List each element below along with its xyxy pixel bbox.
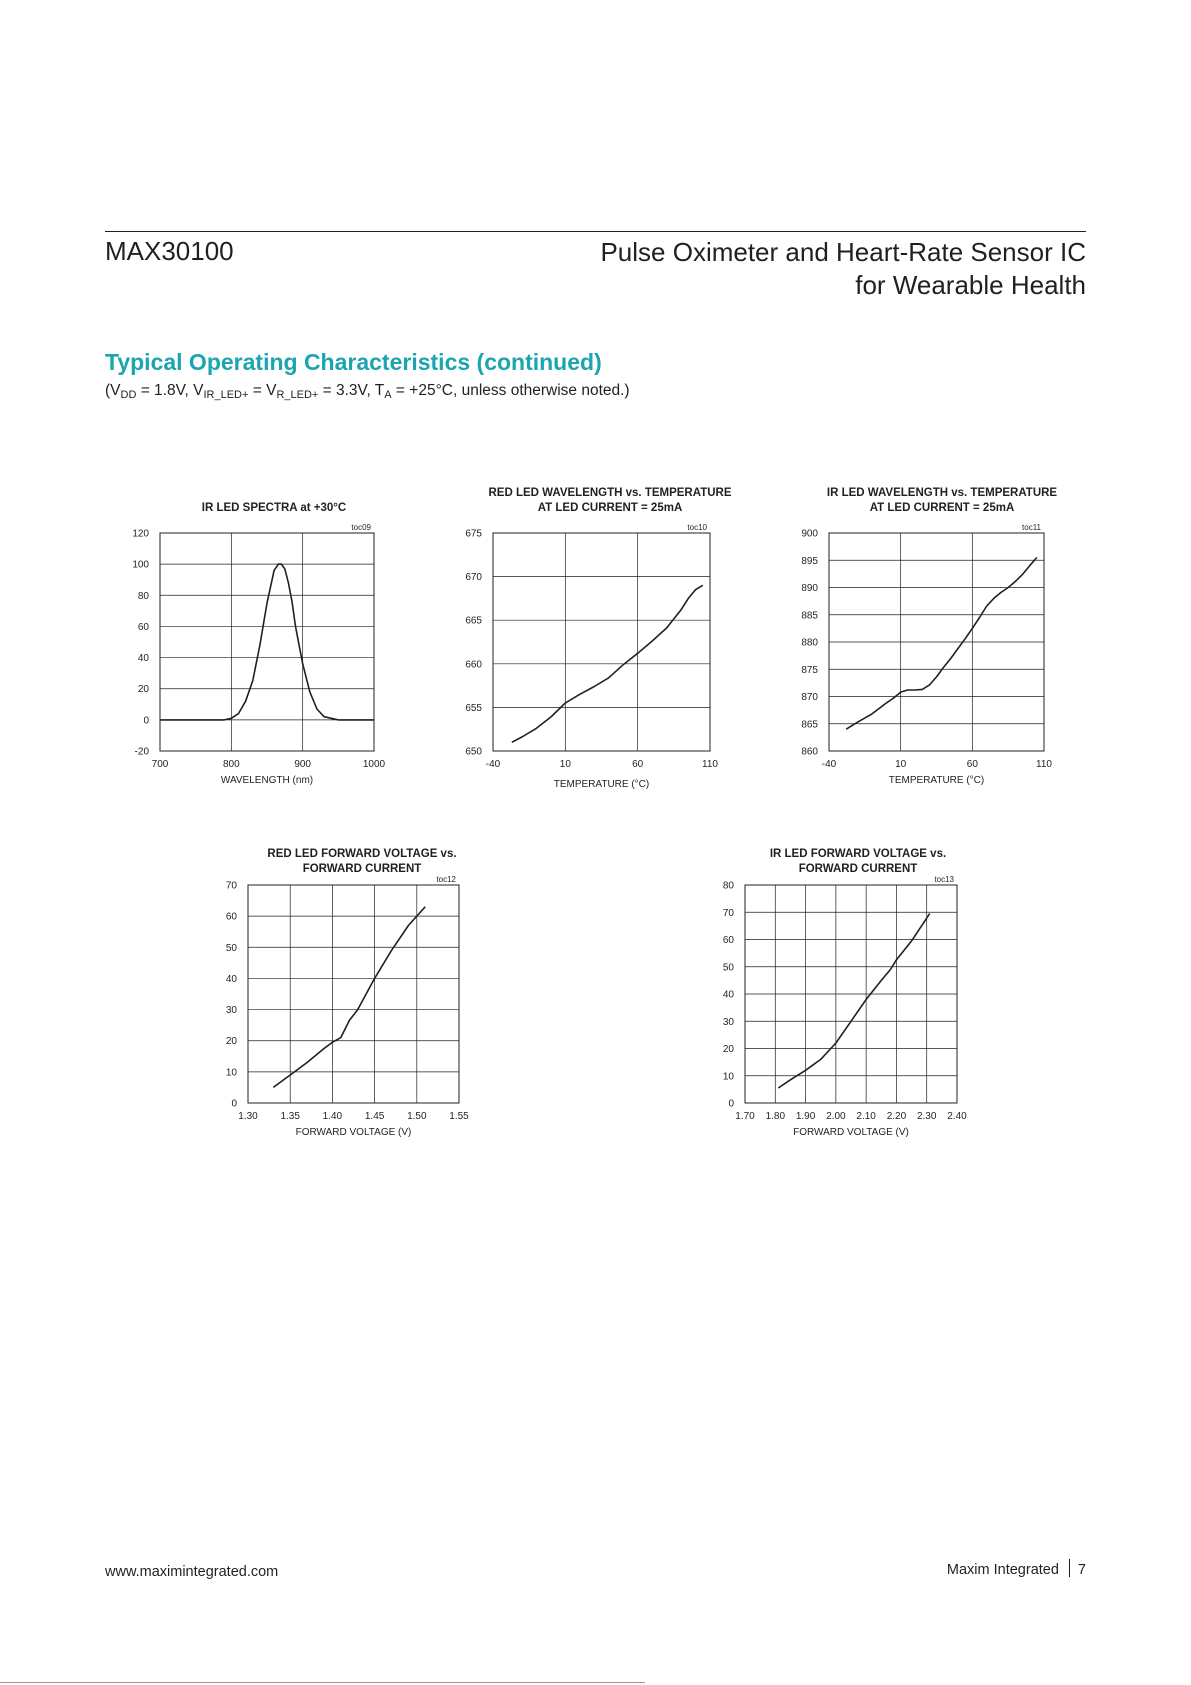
y-tick-label: 670: [465, 572, 482, 584]
y-tick-label: 885: [801, 610, 818, 622]
chart-title-line: RED LED FORWARD VOLTAGE vs.: [267, 848, 457, 860]
y-tick-label: 70: [225, 880, 237, 892]
y-tick-label: 40: [137, 653, 149, 665]
y-tick-label: 880: [801, 637, 818, 649]
y-tick-label: 20: [137, 684, 149, 696]
x-tick-label: 1.35: [280, 1111, 300, 1122]
document-title-line1: Pulse Oximeter and Heart-Rate Sensor IC: [600, 237, 1086, 267]
x-tick-label: 1.70: [735, 1111, 755, 1122]
y-tick-label: 895: [801, 555, 818, 567]
chart-title-line: FORWARD CURRENT: [302, 863, 422, 875]
y-tick-label: -20: [134, 746, 149, 758]
y-tick-label: 10: [225, 1067, 237, 1079]
y-tick-label: 890: [801, 583, 818, 594]
y-tick-label: 120: [132, 528, 149, 540]
y-tick-label: 655: [465, 702, 482, 714]
x-axis-label: TEMPERATURE (°C): [888, 775, 985, 786]
cond-text: = 1.8V, V: [136, 382, 204, 399]
footer-website[interactable]: www.maximintegrated.com: [105, 1564, 279, 1580]
chart-title-line: AT LED CURRENT = 25mA: [869, 502, 1015, 514]
section-title: Typical Operating Characteristics (continued): [105, 349, 602, 375]
x-tick-label: 10: [559, 759, 571, 770]
x-tick-label: 800: [222, 759, 240, 770]
y-tick-label: 0: [728, 1098, 734, 1110]
y-tick-label: 650: [465, 746, 482, 758]
x-tick-label: 10: [895, 759, 907, 770]
x-tick-label: 1.55: [449, 1111, 469, 1122]
x-axis-label: WAVELENGTH (nm): [220, 775, 314, 786]
x-tick-label: 1.50: [407, 1111, 427, 1122]
x-axis-label: TEMPERATURE (°C): [553, 779, 650, 790]
y-tick-label: 80: [722, 880, 734, 892]
y-tick-label: 860: [801, 746, 818, 758]
y-tick-label: 20: [225, 1036, 237, 1048]
y-tick-label: 660: [465, 659, 482, 671]
y-tick-label: 50: [225, 942, 237, 954]
footer-company-name: Maxim Integrated: [946, 1562, 1059, 1578]
y-tick-label: 10: [722, 1071, 734, 1083]
x-tick-label: 1.80: [765, 1111, 786, 1122]
y-tick-label: 30: [225, 1005, 237, 1017]
y-tick-label: 0: [143, 715, 149, 727]
chart-title-line: IR LED SPECTRA at +30°C: [201, 502, 347, 514]
x-tick-label: -40: [821, 759, 837, 770]
x-tick-label: 2.40: [947, 1111, 967, 1122]
y-tick-label: 60: [225, 911, 237, 923]
x-tick-label: 900: [294, 759, 312, 770]
y-tick-label: 20: [722, 1044, 734, 1055]
x-tick-label: 60: [632, 759, 644, 770]
toc-label: toc11: [1022, 523, 1041, 532]
cond-subscript: R_LED+: [276, 389, 319, 401]
toc-label: toc10: [687, 523, 707, 532]
toc-label: toc13: [934, 875, 954, 884]
cond-subscript: A: [384, 389, 392, 401]
footer-company: [947, 1559, 1086, 1578]
y-tick-label: 70: [722, 907, 734, 919]
chart-title-line: IR LED FORWARD VOLTAGE vs.: [769, 848, 947, 860]
chart-title-line: FORWARD CURRENT: [798, 863, 918, 875]
x-tick-label: 2.00: [826, 1111, 846, 1122]
toc-label: toc12: [436, 875, 456, 884]
y-tick-label: 100: [132, 559, 149, 571]
y-tick-label: 900: [801, 528, 818, 540]
y-tick-label: 665: [465, 615, 482, 627]
y-tick-label: 60: [722, 935, 734, 946]
cond-text: = 3.3V, T: [318, 382, 385, 399]
x-tick-label: 2.30: [916, 1111, 937, 1122]
y-tick-label: 875: [801, 664, 818, 676]
document-title-line2: for Wearable Health: [855, 270, 1086, 300]
cond-subscript: DD: [120, 389, 137, 401]
y-tick-label: 40: [722, 989, 734, 1001]
x-tick-label: 1.45: [364, 1111, 385, 1122]
x-tick-label: 110: [1036, 759, 1052, 770]
x-axis-label: FORWARD VOLTAGE (V): [295, 1127, 412, 1138]
x-tick-label: 60: [966, 759, 978, 770]
cond-text: = +25°C, unless otherwise noted.): [391, 382, 630, 399]
y-tick-label: 675: [465, 528, 482, 540]
part-number: MAX30100: [105, 236, 234, 266]
cond-text: (V: [105, 382, 121, 399]
y-tick-label: 865: [801, 719, 818, 731]
chart-title-line: RED LED WAVELENGTH vs. TEMPERATURE: [488, 487, 732, 499]
bottom-rule: [0, 1682, 645, 1683]
page-number: 7: [1077, 1562, 1086, 1578]
x-tick-label: 1000: [362, 759, 386, 770]
y-tick-label: 30: [722, 1016, 734, 1028]
chart-title-line: IR LED WAVELENGTH vs. TEMPERATURE: [826, 487, 1058, 499]
y-tick-label: 50: [722, 962, 734, 974]
x-tick-label: -40: [485, 759, 501, 770]
x-tick-label: 2.20: [886, 1111, 907, 1122]
x-tick-label: 1.40: [322, 1111, 343, 1122]
footer-separator: [1069, 1559, 1070, 1577]
chart-title-line: AT LED CURRENT = 25mA: [537, 502, 683, 514]
y-tick-label: 0: [231, 1098, 237, 1110]
x-axis-label: FORWARD VOLTAGE (V): [793, 1127, 909, 1138]
cond-text: = V: [248, 382, 277, 399]
y-tick-label: 40: [225, 973, 237, 985]
x-tick-label: 110: [702, 759, 718, 770]
y-tick-label: 870: [801, 692, 818, 703]
cond-subscript: IR_LED+: [203, 389, 249, 401]
x-tick-label: 1.90: [795, 1111, 816, 1122]
x-tick-label: 2.10: [856, 1111, 876, 1122]
toc-label: toc09: [351, 523, 371, 532]
y-tick-label: 60: [137, 621, 149, 633]
x-tick-label: 700: [151, 759, 169, 770]
y-tick-label: 80: [137, 590, 149, 602]
x-tick-label: 1.30: [238, 1111, 258, 1122]
